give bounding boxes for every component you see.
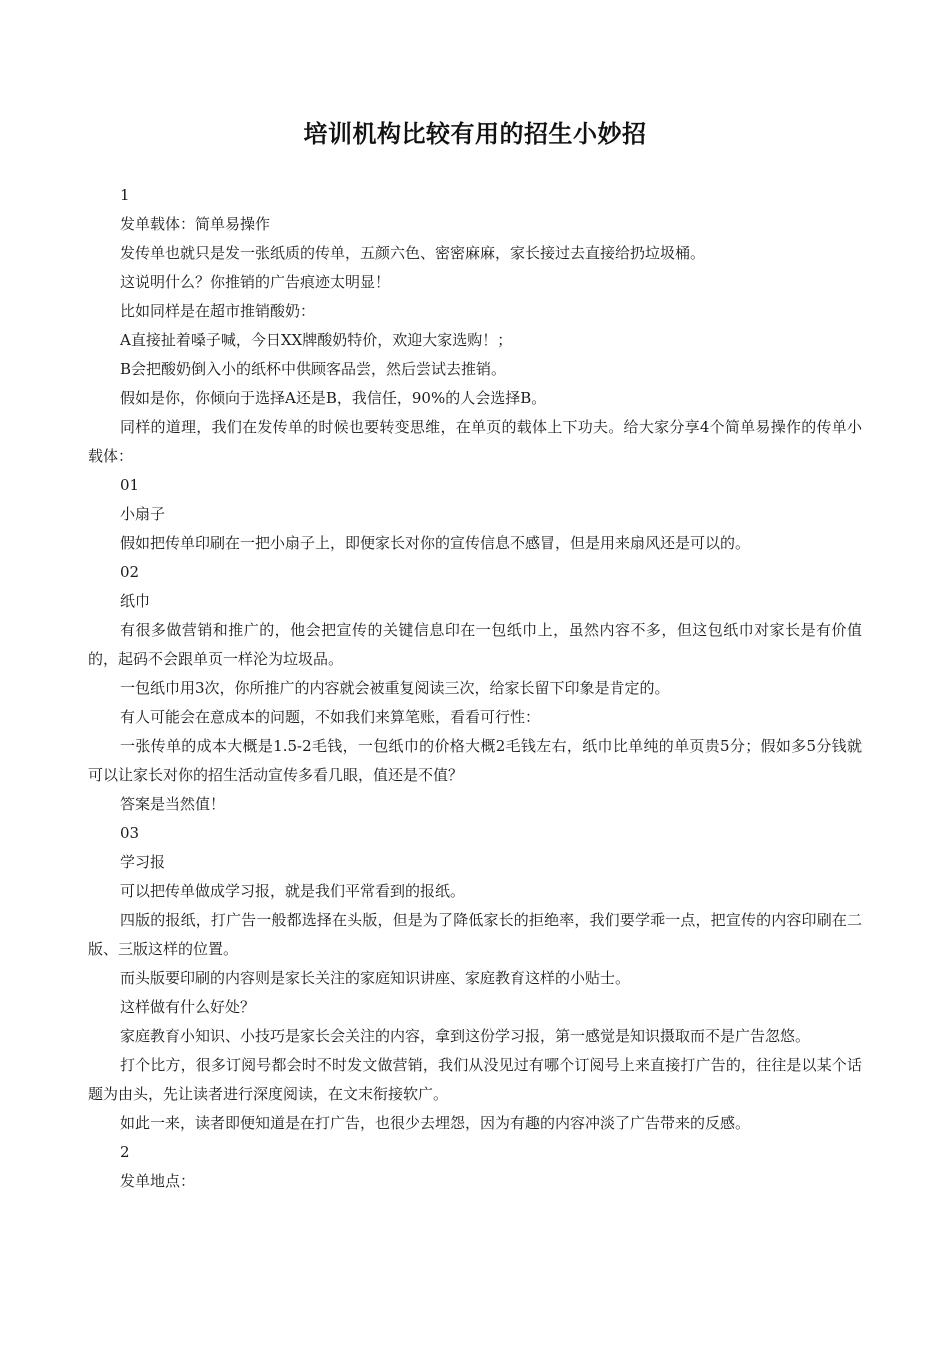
document-title: 培训机构比较有用的招生小妙招 — [303, 120, 647, 148]
paragraph: 发传单也就只是发一张纸质的传单，五颜六色、密密麻麻，家长接过去直接给扔垃圾桶。 — [120, 244, 706, 262]
paragraph: 一包纸巾用3次，你所推广的内容就会被重复阅读三次，给家长留下印象是肯定的。 — [120, 679, 670, 697]
paragraph: 小扇子 — [120, 505, 166, 523]
paragraph: 如此一来，读者即便知道是在打广告，也很少去埋怨，因为有趣的内容冲淡了广告带来的反感。 — [120, 1114, 751, 1132]
paragraph: 发单地点： — [120, 1172, 196, 1190]
paragraph: 假如把传单印刷在一把小扇子上，即便家长对你的宣传信息不感冒，但是用来扇风还是可以的。 — [120, 534, 751, 552]
paragraph: 纸巾 — [120, 592, 151, 610]
paragraph: 01 — [120, 476, 140, 494]
paragraph: 有人可能会在意成本的问题，不如我们来算笔账，看看可行性： — [120, 708, 541, 726]
paragraph: 而头版要印刷的内容则是家长关注的家庭知识讲座、家庭教育这样的小贴士。 — [120, 969, 631, 987]
paragraph: 03 — [120, 824, 140, 842]
paragraph: 这说明什么？你推销的广告痕迹太明显！ — [120, 273, 391, 291]
paragraph: 假如是你，你倾向于选择A还是B，我信任，90%的人会选择B。 — [120, 389, 547, 407]
paragraph: 02 — [120, 563, 140, 581]
paragraph: 四版的报纸，打广告一般都选择在头版，但是为了降低家长的拒绝率，我们要学乖一点，把宣传的内容印刷在二版、三版这样的位置。 — [88, 911, 862, 958]
paragraph: 这样做有什么好处？ — [120, 998, 256, 1016]
paragraph: 2 — [120, 1143, 130, 1161]
paragraph: 同样的道理，我们在发传单的时候也要转变思维，在单页的载体上下功夫。给大家分享4个简单易操作的传单小载体： — [88, 418, 862, 465]
paragraph: B会把酸奶倒入小的纸杯中供顾客品尝，然后尝试去推销。 — [120, 360, 507, 378]
paragraph: 家庭教育小知识、小技巧是家长会关注的内容，拿到这份学习报，第一感觉是知识摄取而不是广告忽悠。 — [120, 1027, 811, 1045]
paragraph: 发单载体：简单易操作 — [120, 215, 271, 233]
paragraph: 有很多做营销和推广的，他会把宣传的关键信息印在一包纸巾上，虽然内容不多，但这包纸巾对家长是有价值的，起码不会跟单页一样沦为垃圾品。 — [88, 621, 862, 668]
paragraph: A直接扯着嗓子喊，今日XX牌酸奶特价，欢迎大家选购！； — [120, 331, 513, 349]
paragraph: 答案是当然值！ — [120, 795, 226, 813]
paragraph: 打个比方，很多订阅号都会时不时发文做营销，我们从没见过有哪个订阅号上来直接打广告的，往往是以某个话题为由头，先让读者进行深度阅读，在文末衔接软广。 — [88, 1056, 862, 1103]
paragraph: 1 — [120, 186, 130, 204]
paragraph: 可以把传单做成学习报，就是我们平常看到的报纸。 — [120, 882, 466, 900]
document-body — [88, 181, 862, 1196]
paragraph: 学习报 — [120, 853, 166, 871]
paragraph: 一张传单的成本大概是1.5-2毛钱，一包纸巾的价格大概2毛钱左右，纸巾比单纯的单页贵5分；假如多5分钱就可以让家长对你的招生活动宣传多看几眼，值还是不值？ — [88, 737, 862, 784]
paragraph: 比如同样是在超市推销酸奶： — [120, 302, 316, 320]
